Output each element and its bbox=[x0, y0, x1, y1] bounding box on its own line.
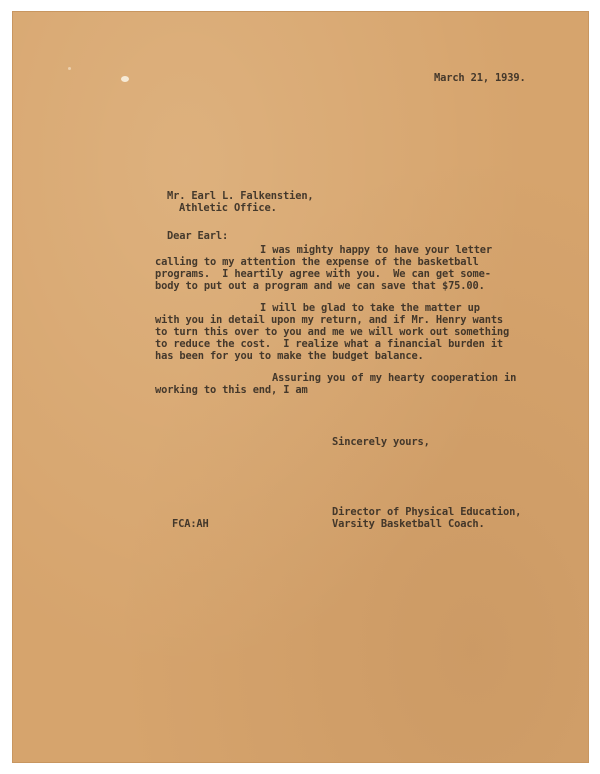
paragraph-2-line-4: to reduce the cost. I realize what a financial burden it bbox=[155, 338, 504, 350]
signature-title-line-2: Varsity Basketball Coach. bbox=[332, 518, 485, 530]
recipient-office: Athletic Office. bbox=[179, 202, 277, 214]
signature-title-line-1: Director of Physical Education, bbox=[332, 506, 522, 518]
letter-date: March 21, 1939. bbox=[434, 72, 526, 84]
paragraph-1-line-1: I was mighty happy to have your letter bbox=[260, 244, 493, 256]
recipient-name: Mr. Earl L. Falkenstien, bbox=[167, 190, 314, 202]
paragraph-2-line-1: I will be glad to take the matter up bbox=[260, 302, 480, 314]
typist-initials: FCA:AH bbox=[172, 518, 209, 530]
letter-page bbox=[13, 12, 588, 762]
paragraph-2-line-5: has been for you to make the budget balance. bbox=[155, 350, 424, 362]
paragraph-1-line-2: calling to my attention the expense of the basketball bbox=[155, 256, 479, 268]
paragraph-3-line-2: working to this end, I am bbox=[155, 384, 308, 396]
paragraph-1-line-4: body to put out a program and we can save that $75.00. bbox=[155, 280, 485, 292]
paper-blemish bbox=[121, 76, 129, 82]
paragraph-2-line-3: to turn this over to you and me we will work out something bbox=[155, 326, 510, 338]
closing: Sincerely yours, bbox=[332, 436, 430, 448]
paragraph-3-line-1: Assuring you of my hearty cooperation in bbox=[272, 372, 517, 384]
paper-blemish bbox=[68, 67, 71, 70]
paragraph-2-line-2: with you in detail upon my return, and if Mr. Henry wants bbox=[155, 314, 504, 326]
paragraph-1-line-3: programs. I heartily agree with you. We can get some- bbox=[155, 268, 491, 280]
salutation: Dear Earl: bbox=[167, 230, 229, 242]
